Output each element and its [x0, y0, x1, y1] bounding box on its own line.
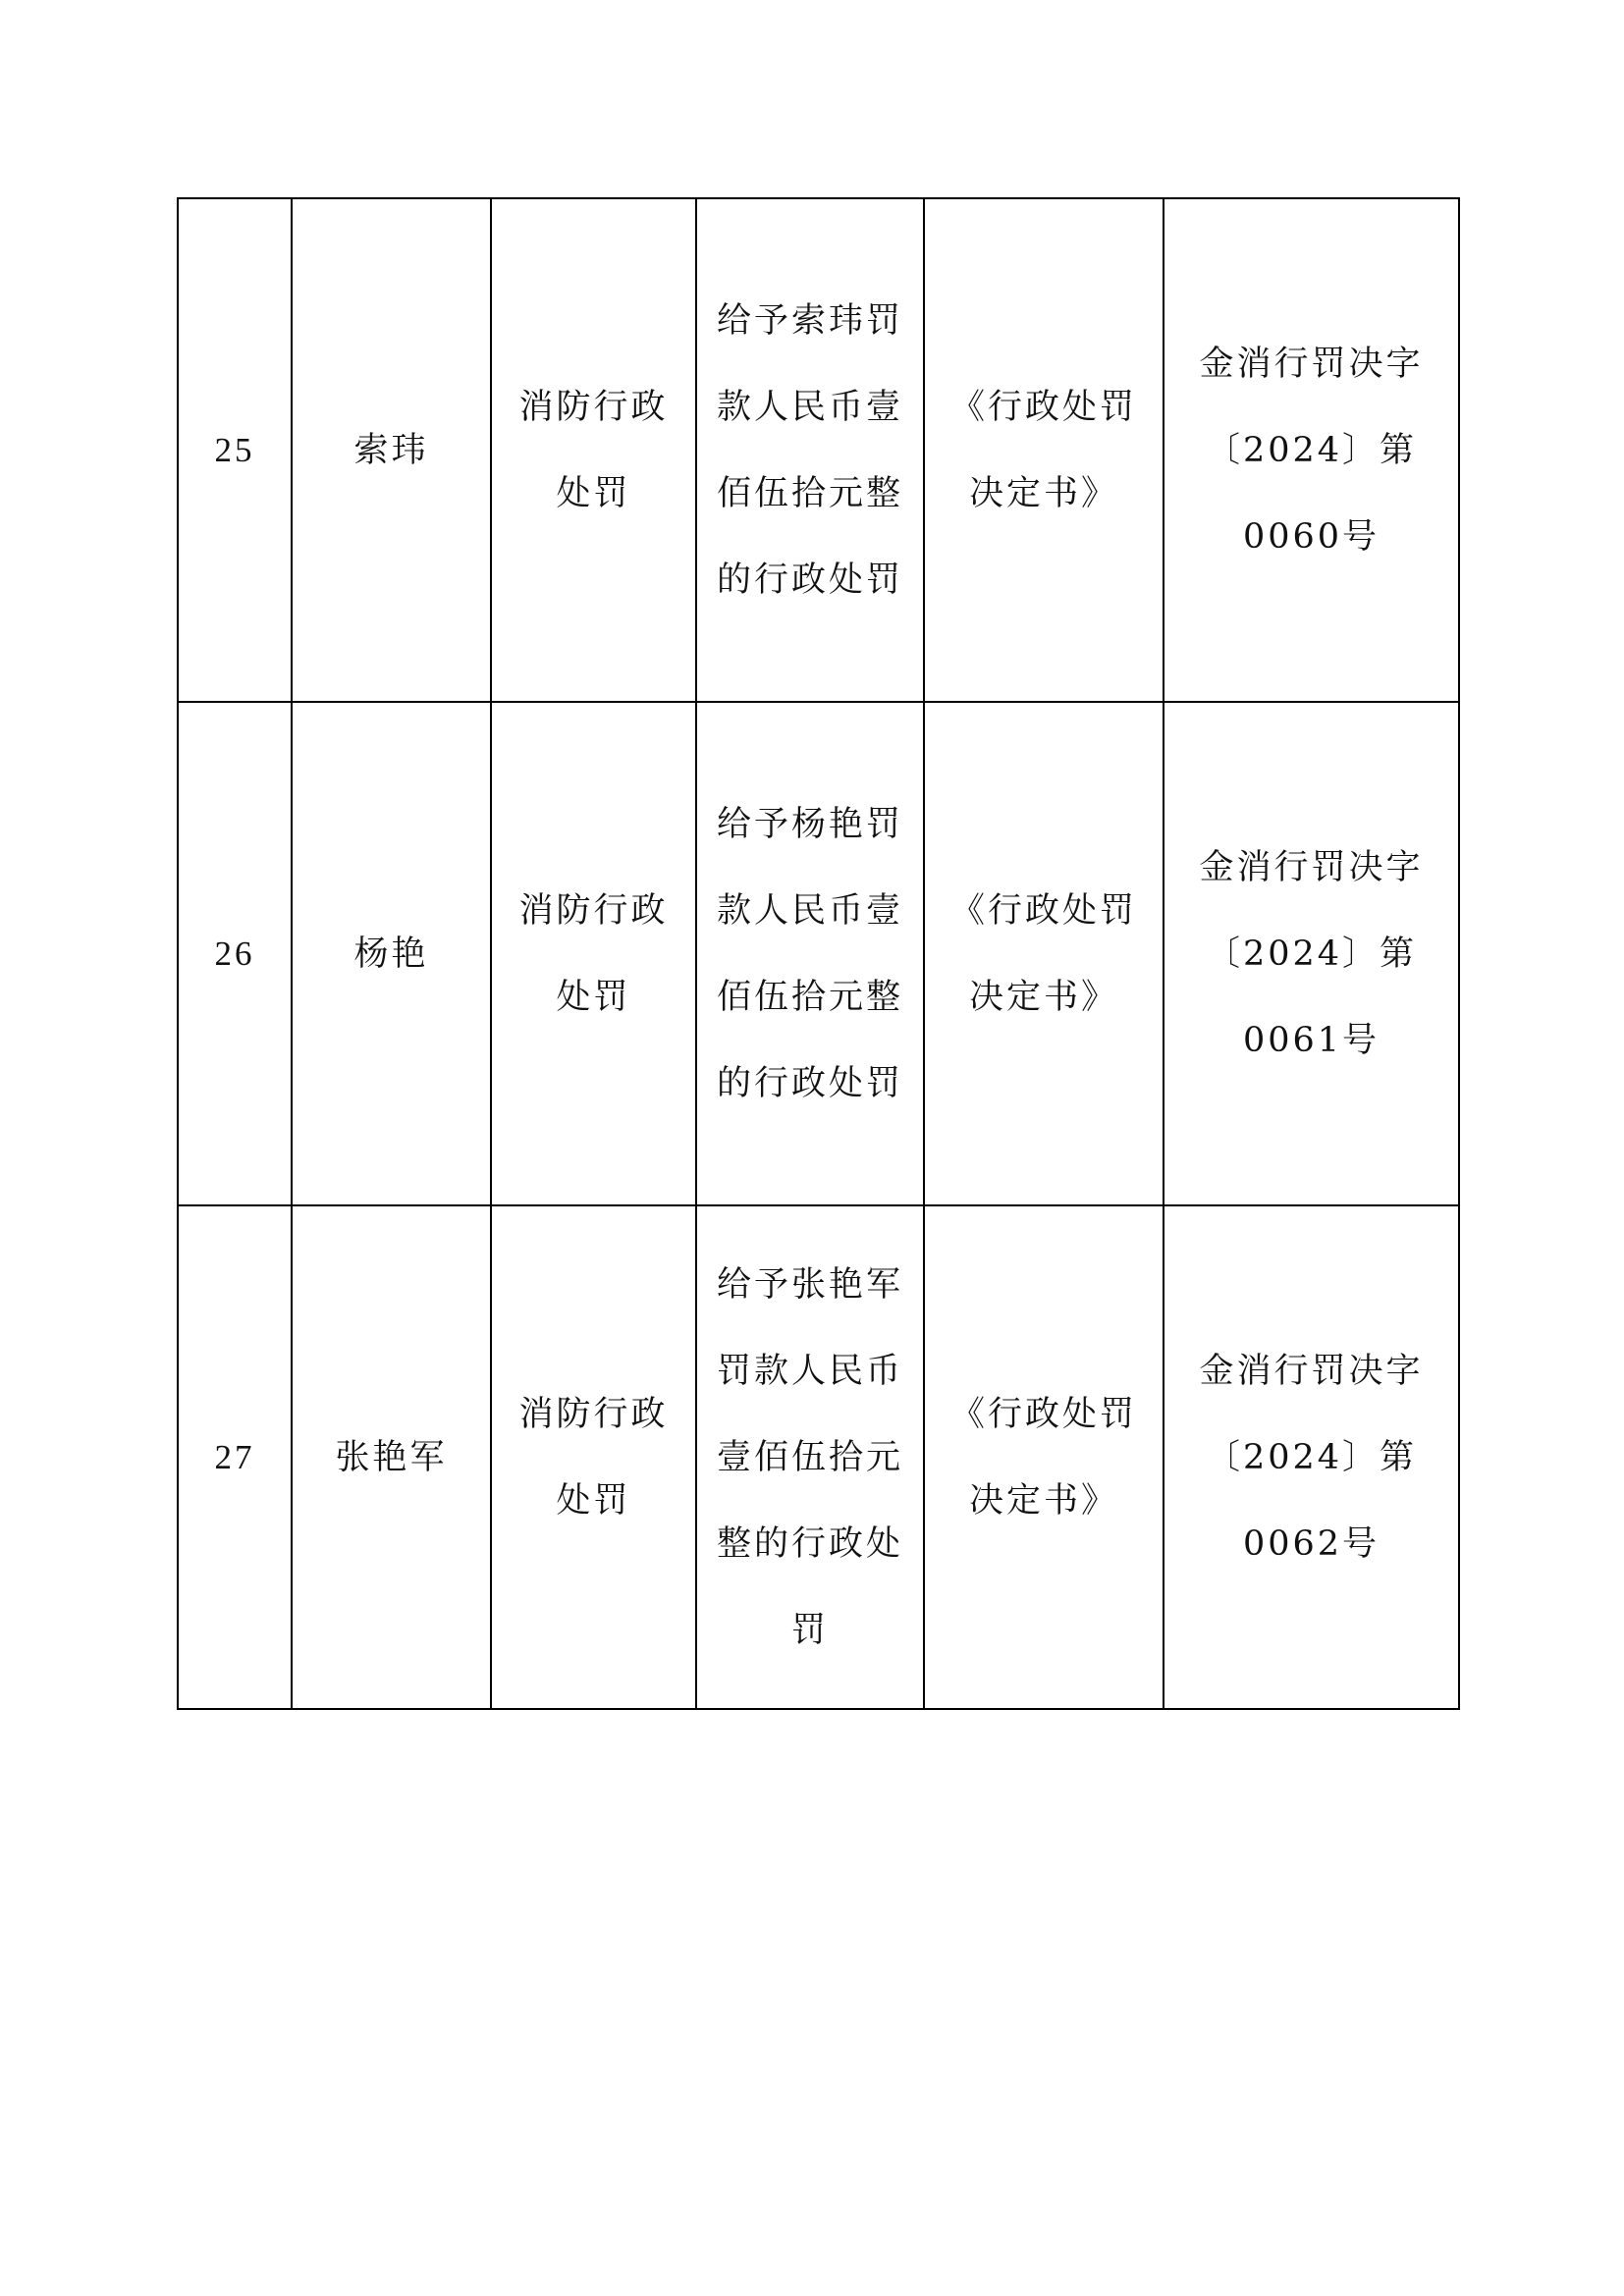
penalty-type-text: 消防行政处罚: [518, 890, 669, 1017]
basis-document-text: 《行政处罚决定书》: [950, 1394, 1138, 1521]
penalty-content: [696, 702, 924, 1205]
table-row: [178, 198, 1459, 702]
decision-number-text: 金消行罚决字〔2024〕第0062号: [1199, 1351, 1424, 1564]
basis-document: [924, 198, 1164, 702]
basis-document-text: 《行政处罚决定书》: [950, 890, 1138, 1017]
penalty-content: [696, 1205, 924, 1709]
penalty-content: [696, 198, 924, 702]
row-index: 26: [178, 702, 292, 1205]
basis-document: [924, 1205, 1164, 1709]
basis-document-text: 《行政处罚决定书》: [950, 387, 1138, 513]
basis-document: [924, 702, 1164, 1205]
person-name: 张艳军: [292, 1205, 491, 1709]
person-name: 杨艳: [292, 702, 491, 1205]
person-name: 索玮: [292, 198, 491, 702]
penalty-content-text: 给予杨艳罚款人民币壹佰伍拾元整的行政处罚: [716, 804, 903, 1103]
penalty-type: [491, 702, 696, 1205]
penalty-content-text: 给予索玮罚款人民币壹佰伍拾元整的行政处罚: [716, 300, 903, 600]
penalty-type: [491, 1205, 696, 1709]
penalty-type-text: 消防行政处罚: [518, 387, 669, 513]
decision-number: [1164, 702, 1459, 1205]
decision-number-text: 金消行罚决字〔2024〕第0060号: [1199, 344, 1424, 557]
penalty-table: [177, 197, 1460, 1710]
decision-number: [1164, 198, 1459, 702]
row-index: 25: [178, 198, 292, 702]
decision-number-text: 金消行罚决字〔2024〕第0061号: [1199, 847, 1424, 1060]
table-row: [178, 702, 1459, 1205]
table-row: [178, 1205, 1459, 1709]
decision-number: [1164, 1205, 1459, 1709]
row-index: 27: [178, 1205, 292, 1709]
penalty-type-text: 消防行政处罚: [518, 1394, 669, 1521]
penalty-content-text: 给予张艳军罚款人民币壹佰伍拾元整的行政处罚: [716, 1264, 903, 1650]
penalty-type: [491, 198, 696, 702]
